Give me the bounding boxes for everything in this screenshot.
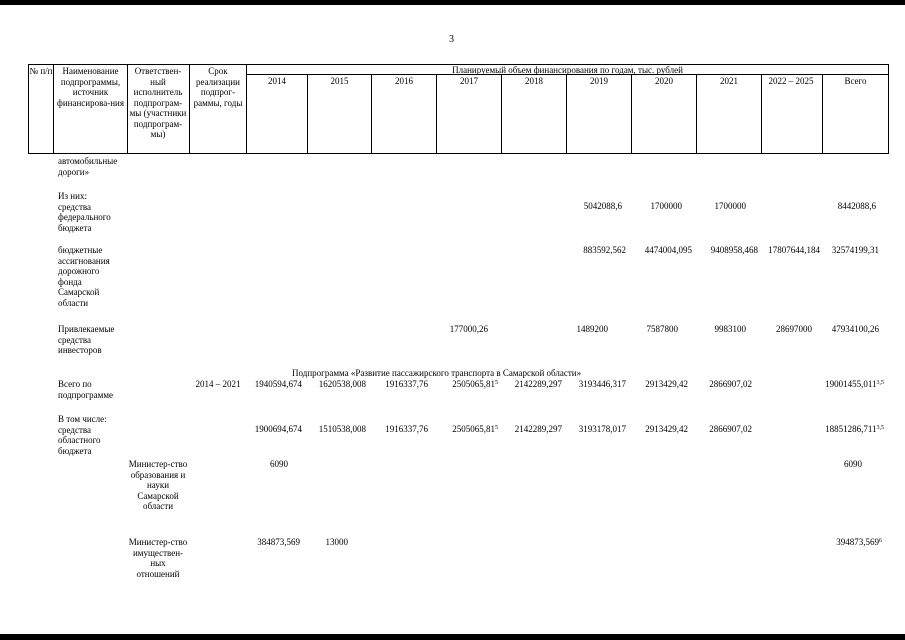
cell-federal-2019: 5042088,6 [583,201,622,211]
cell-road-fund-2021: 9408958,468 [710,245,758,255]
header-year-2022-2025: 2022 – 2025 [768,76,814,86]
cell-total-term: 2014 – 2021 [195,379,241,389]
cell-federal-2021: 1700000 [714,201,746,211]
cell-education-2014: 6090 [270,459,288,469]
header-number: № п/п [29,66,53,76]
continued-label: автомобильные дороги» [58,156,118,177]
row-label-investors: Привлекаемые средства инвесторов [58,324,115,355]
cell-road-fund-2022-2025: 17807644,184 [768,245,820,255]
cell-road-fund-2020: 4474004,095 [644,245,692,255]
cell-total-2017: 2505065,81$^5$ [452,379,498,389]
cell-total-2016: 1916337,76 [385,379,428,389]
header-year-2019: 2019 [590,76,608,86]
header-term: Срок реализации подпрог-раммы, годы [193,66,243,108]
resp-ministry-education: Министер-ство образования и науки Самарской области [128,459,188,511]
cell-regional-2021: 2866907,02 [709,424,752,434]
cell-regional-2018: 2142289,297 [514,424,562,434]
cell-regional-total: 18851286,711$^{3,5}$ [825,424,884,434]
cell-investors-2017: 177000,26 [449,324,488,334]
cell-total-total: 19001455,011$^{3,5}$ [825,379,884,389]
header-bottom-line [28,153,889,154]
cell-regional-2017: 2505065,81$^5$ [452,424,498,434]
cell-total-2019: 3193446,317 [578,379,626,389]
grid-line [761,74,762,154]
cell-federal-2020: 1700000 [650,201,682,211]
cell-total-2015: 1620538,008 [318,379,366,389]
cell-total-2018: 2142289,297 [514,379,562,389]
cell-total-2020: 2913429,42 [645,379,688,389]
cell-investors-2019: 1489200 [576,324,608,334]
cell-road-fund-total: 32574199,31 [831,245,879,255]
bottom-border-bar [0,634,905,640]
page-number: 3 [449,34,454,45]
cell-federal-total: 8442088,6 [837,201,876,211]
header-year-2020: 2020 [655,76,673,86]
header-year-2015: 2015 [330,76,349,86]
header-year-2016: 2016 [395,76,413,86]
cell-education-total: 6090 [844,459,862,469]
cell-property-total: 394873,569$^6$ [836,537,882,547]
subprogram-title: Подпрограмма «Развитие пассажирского транспорта в Самарской области» [292,368,582,378]
row-label-road-fund: бюджетные ассигнования дорожного фонда Самарской области [58,245,110,308]
header-responsible: Ответствен-ный исполнитель подпрограм-мы (участники подпрограм-мы) [129,66,187,139]
header-year-2014: 2014 [268,76,286,86]
cell-total-2021: 2866907,02 [709,379,752,389]
cell-property-2015: 13000 [325,537,348,547]
row-label-total-subprogram: Всего по подпрограмме [58,379,114,400]
header-name: Наименование подпрограммы, источник финансирова-ния [57,66,124,108]
cell-total-2014: 1940594,674 [254,379,302,389]
header-year-2021: 2021 [720,76,738,86]
header-year-2017: 2017 [460,76,478,86]
header-year-2018: 2018 [525,76,543,86]
cell-investors-2021: 9983100 [714,324,746,334]
cell-investors-2020: 7587800 [646,324,678,334]
row-label-regional: В том числе: средства областного бюджета [58,414,107,456]
cell-regional-2016: 1916337,76 [385,424,428,434]
grid-line [888,64,889,154]
grid-line [53,64,54,154]
cell-road-fund-2019: 883592,562 [583,245,626,255]
cell-investors-2022-2025: 28697000 [776,324,812,334]
cell-investors-total: 47934100,26 [831,324,879,334]
cell-regional-2019: 3193178,017 [578,424,626,434]
cell-regional-2014: 1900694,674 [254,424,302,434]
cell-regional-2015: 1510538,008 [318,424,366,434]
row-label-federal: Из них: средства федерального бюджета [58,191,111,233]
grid-line [28,64,29,154]
cell-regional-2020: 2913429,42 [645,424,688,434]
cell-property-2014: 384873,569 [257,537,300,547]
resp-ministry-property: Министер-ство имуществен-ных отношений [128,537,188,579]
header-planned-financing: Планируемый объем финансирования по годам, тыс. рублей [452,65,683,75]
top-border-bar [0,0,905,5]
header-total: Всего [844,76,867,86]
